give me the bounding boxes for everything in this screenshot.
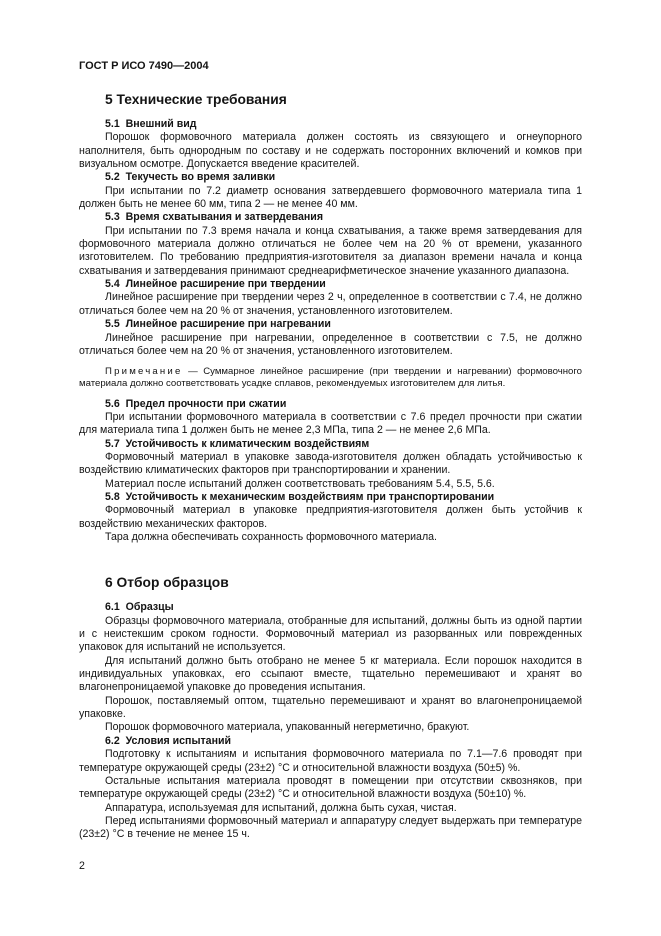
clause-6-1-paragraph-4: Порошок формовочного материала, упакованный негерметично, бракуют.: [105, 721, 470, 734]
clause-5-1-heading: 5.1 Внешний вид: [105, 118, 197, 130]
clause-5-7-paragraph-1: Формовочный материал в упаковке завода-изготовителя должен обладать устойчивостью к воздействию климатических факторов при транспортировании и хранении.: [79, 450, 582, 477]
clause-5-3-heading: 5.3 Время схватывания и затвердевания: [105, 211, 323, 224]
clause-5-8-paragraph-2: Тара должна обеспечивать сохранность формовочного материала.: [105, 531, 437, 544]
note-label: Примечание: [105, 366, 183, 378]
clause-5-2-paragraph: При испытании по 7.2 диаметр основания затвердевшего формовочного материала типа 1 должен быть не менее 60 мм, типа 2 — не менее 40 мм.: [79, 184, 582, 211]
clause-6-1-heading: 6.1 Образцы: [105, 601, 174, 614]
clause-6-2-paragraph-2: Остальные испытания материала проводят в помещении при отсутствии сквозняков, при температуре окружающей среды (23±2) °C и относительной влажности воздуха (50±10) %.: [79, 774, 582, 801]
clause-6-1-paragraph-3: Порошок, поставляемый оптом, тщательно перемешивают и хранят во влагонепроницаемой упаковке.: [79, 694, 582, 721]
clause-6-1-paragraph-2: Для испытаний должно быть отобрано не менее 5 кг материала. Если порошок находится в индивидуальных упаковках, его ссыпают вместе, тщательно перемешивают и хранят во влагонепроницаемой упаковке до проведения испытания.: [79, 654, 582, 694]
page-number: 2: [79, 859, 85, 872]
clause-5-8-paragraph-1: Формовочный материал в упаковке предприятия-изготовителя должен быть устойчив к воздействию механических факторов.: [79, 504, 582, 530]
note-paragraph: [79, 366, 582, 389]
clause-6-1-paragraph-1: Образцы формовочного материала, отобранные для испытаний, должны быть из одной партии и с неистекшим сроком годности. Формовочный материал из разорванных или поврежденных упаковок для испытаний не используется.: [79, 614, 582, 654]
clause-5-5-heading: 5.5 Линейное расширение при нагревании: [105, 318, 331, 331]
clause-5-7-paragraph-2: Материал после испытаний должен соответствовать требованиям 5.4, 5.5, 5.6.: [105, 477, 495, 490]
clause-5-5-paragraph: Линейное расширение при нагревании, определенное в соответствии с 7.5, не должно отличаться более чем на 20 % от значения, установленного изготовителем.: [79, 331, 582, 357]
clause-5-7-heading: 5.7 Устойчивость к климатическим воздействиям: [105, 437, 370, 450]
note-text: — Суммарное линейное расширение (при твердении и нагревании) формовочного материала должно соответствовать усадке сплавов, рекомендуемых изготовителем для литья.: [79, 366, 582, 389]
section-6-heading: 6 Отбор образцов: [105, 575, 229, 591]
section-5-heading: 5 Технические требования: [105, 92, 287, 107]
clause-6-2-heading: 6.2 Условия испытаний: [105, 734, 231, 747]
clause-5-2-heading: 5.2 Текучесть во время заливки: [105, 171, 276, 184]
clause-5-6-heading: 5.6 Предел прочности при сжатии: [105, 397, 287, 410]
clause-6-2-paragraph-1: Подготовку к испытаниям и испытания формовочного материала по 7.1—7.6 проводят при температуре окружающей среды (23±2) °C и относительной влажности воздуха (50±5) %.: [79, 748, 582, 774]
clause-5-4-paragraph: Линейное расширение при твердении через 2 ч, определенное в соответствии с 7.4, не должно отличаться более чем на 20 % от значения, установленного изготовителем.: [79, 291, 582, 317]
clause-5-1-paragraph: Порошок формовочного материала должен состоять из связующего и огнеупорного наполнителя, быть однородным по составу и не содержать посторонних включений и комков при визуальном осмотре. Допускается введение красителей.: [79, 131, 582, 171]
clause-6-2-paragraph-4: Перед испытаниями формовочный материал и аппаратуру следует выдержать при температуре (23±2) °C в течение не менее 15 ч.: [79, 814, 582, 841]
clause-5-4-heading: 5.4 Линейное расширение при твердении: [105, 278, 326, 291]
clause-5-8-heading: 5.8 Устойчивость к механическим воздействиям при транспортировании: [105, 491, 495, 503]
doc-code-header: ГОСТ Р ИСО 7490—2004: [79, 60, 209, 72]
clause-6-2-paragraph-3: Аппаратура, используемая для испытаний, должна быть сухая, чистая.: [105, 801, 457, 814]
clause-5-6-paragraph: При испытании формовочного материала в соответствии с 7.6 предел прочности при сжатии для материала типа 1 должен быть не менее 2,3 МПа, типа 2 — не менее 2,6 МПа.: [79, 410, 582, 437]
clause-5-3-paragraph: При испытании по 7.3 время начала и конца схватывания, а также время затвердевания для формовочного материала должно отличаться не более чем на 20 % от времени, указанного изготовителем. По требованию предприятия-изготовителя за диапазон времени начала и конца схватывания и затвердевания принимают среднеарифметическое значение указанного диапазона.: [79, 224, 582, 277]
